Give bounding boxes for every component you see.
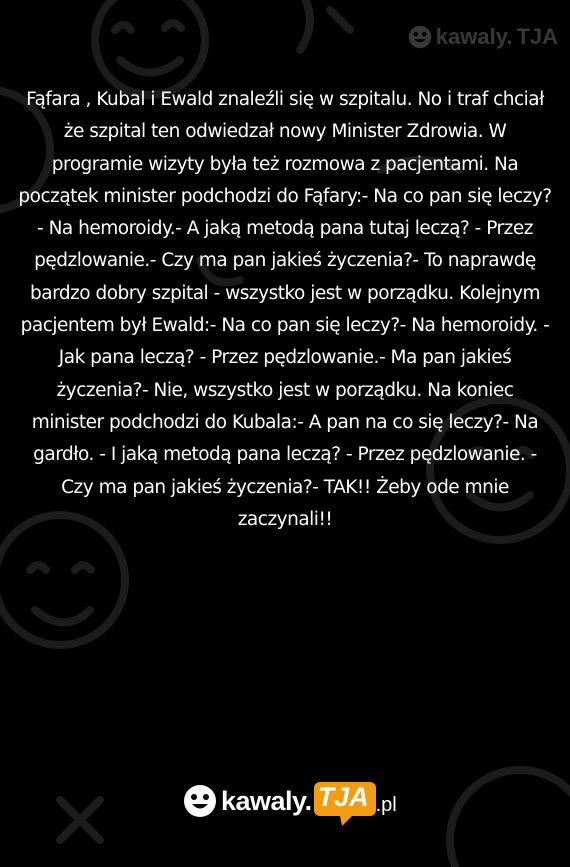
watermark-tja: TJA [516, 24, 558, 49]
doodle-face-lower-left [30, 565, 91, 623]
smiley-icon [408, 25, 432, 49]
logo-brand: kawaly. [221, 785, 312, 816]
doodle-smiley-top-left [95, 0, 205, 95]
smiley-icon [183, 784, 217, 818]
doodle-circle-bottom-right [450, 770, 570, 867]
watermark-logo [408, 24, 558, 50]
site-logo [183, 776, 397, 826]
doodle-lines-top [300, 0, 350, 50]
joke-text: Fąfara , Kubal i Ewald znaleźli się w szpitalu. No i traf chciał że szpital ten odwiedzał nowy Minister Zdrowia. W programie wizyty była też rozmowa z pacjentami. Na początek minister podchodzi do Fąfary:- Na co pan się leczy?- Na hemoroidy.- A jaką metodą pana tutaj leczą? - Przez pędzlowanie.- Czy ma pan jakieś życzenia?- To naprawdę bardzo dobry szpital - wszystko jest w porządku. Kolejnym pacjentem był Ewald:- Na co pan się leczy?- Na hemoroidy. - Jak pana leczą? - Przez pędzlowanie.- Ma pan jakieś życzenia?- Nie, wszystko jest w porządku. Na koniec minister podchodzi do Kubala:- A pan na co się leczy?- Na gardło. - I jaką metodą pana leczą? - Przez pędzlowanie. - Czy ma pan jakieś życzenia?- TAK!! Żeby ode mnie zaczynali!! [18, 89, 552, 530]
logo-tja-text: TJA [317, 782, 369, 812]
doodle-face-top-left [115, 23, 181, 73]
logo-tja-badge [314, 776, 376, 826]
watermark-brand: kawaly. [435, 24, 513, 49]
doodle-cross-bottom-left [60, 800, 100, 840]
logo-tld: .pl [375, 793, 397, 816]
